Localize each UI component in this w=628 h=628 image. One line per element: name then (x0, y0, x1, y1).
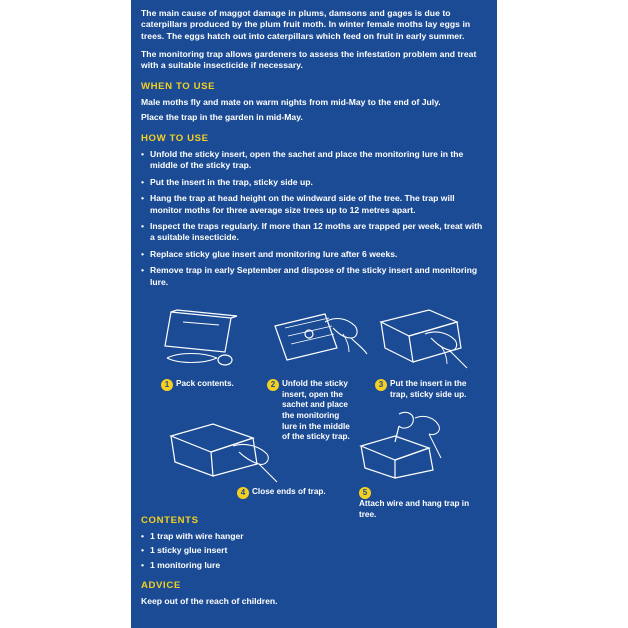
when-to-use-line-1: Male moths fly and mate on warm nights from mid-May to the end of July. (141, 96, 441, 107)
intro-paragraph-1: The main cause of maggot damage in plums, damsons and gages is due to caterpillars produced by the plum fruit moth. In winter female moths lay eggs in trees. The eggs hatch out into caterpillars which feed on fruit in early summer. (141, 8, 471, 41)
step-5-text: Attach wire and hang trap in tree. (359, 499, 470, 519)
list-item: • Remove trap in early September and dispose of the sticky insert and monitoring lure. (141, 265, 487, 288)
list-item: • 1 monitoring lure (141, 560, 487, 571)
how-to-use-heading: HOW TO USE (141, 132, 209, 144)
step-5-illustration (337, 408, 467, 488)
intro-section (141, 8, 487, 72)
advice-heading: ADVICE (141, 580, 181, 592)
list-item: • Put the insert in the trap, sticky side up. (141, 177, 487, 188)
list-item: • Replace sticky glue insert and monitoring lure after 6 weeks. (141, 249, 487, 260)
illustration-area (141, 304, 487, 519)
footer-section (141, 515, 487, 612)
blue-instruction-panel (131, 0, 497, 628)
step-1-label (161, 379, 251, 391)
list-item: • Inspect the traps regularly. If more than 12 moths are trapped per week, treat with a suitable insecticide. (141, 221, 487, 244)
step-4-label (237, 487, 347, 499)
when-to-use-line-2: Place the trap in the garden in mid-May. (141, 112, 303, 123)
list-item: • Unfold the sticky insert, open the sachet and place the monitoring lure in the middle of the sticky trap. (141, 149, 487, 172)
step-1-badge: 1 (161, 379, 173, 391)
step-4-badge: 4 (237, 487, 249, 499)
step-1-text: Pack contents. (176, 379, 234, 389)
when-to-use-heading: WHEN TO USE (141, 80, 216, 92)
step-4-illustration (159, 416, 289, 486)
step-5-badge: 5 (359, 487, 371, 499)
list-item: • 1 sticky glue insert (141, 545, 487, 556)
how-to-use-list (141, 149, 487, 288)
step-4-text: Close ends of trap. (252, 487, 326, 497)
contents-list (141, 531, 487, 571)
step-3-label (375, 379, 483, 400)
step-2-illustration (263, 304, 373, 379)
advice-line: Keep out of the reach of children. (141, 596, 278, 607)
contents-heading: CONTENTS (141, 515, 199, 526)
intro-paragraph-2: The monitoring trap allows gardeners to assess the infestation problem and treat with a suitable insecticide if necessary. (141, 49, 477, 71)
step-3-badge: 3 (375, 379, 387, 391)
list-item: • 1 trap with wire hanger (141, 531, 487, 542)
list-item: • Hang the trap at head height on the windward side of the tree. The trap will monitor moths for three average size trees up to 12 metres apart. (141, 193, 487, 216)
step-3-text: Put the insert in the trap, sticky side up. (390, 379, 467, 399)
step-1-illustration (153, 308, 253, 378)
step-2-badge: 2 (267, 379, 279, 391)
step-2-text: Unfold the sticky insert, open the sachet and place the monitoring lure in the middle of the sticky trap. (282, 379, 350, 442)
step-3-illustration (371, 304, 491, 379)
